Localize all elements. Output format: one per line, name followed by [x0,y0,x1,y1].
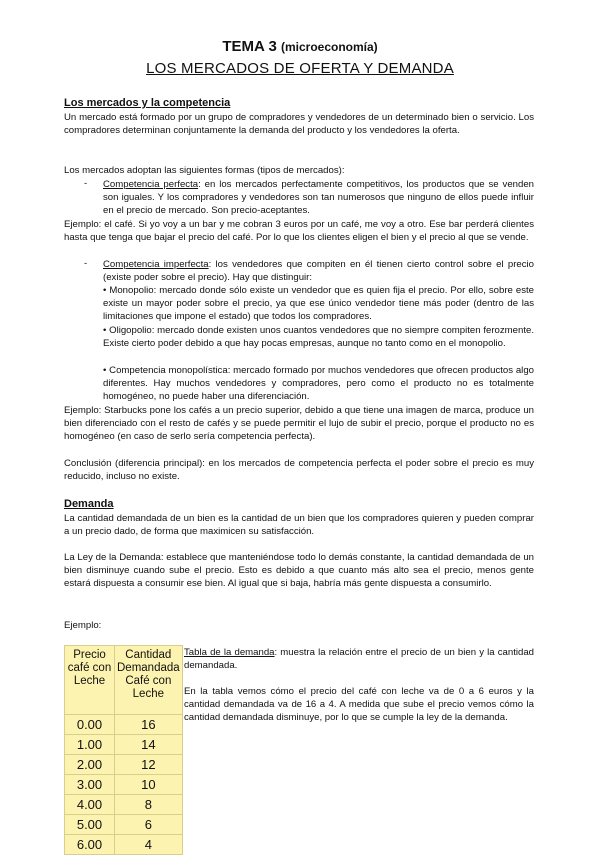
list-item-perfect-competition [103,178,534,218]
paragraph-example-starbucks: Ejemplo: Starbucks pone los cafés a un precio superior, debido a que tiene una imagen de marca, produce un bien diferenciado con el resto de cafés y se puede permitir el lujo de subir el precio, porque el producto no es homogéneo (en caso de serlo sería competencia perfecta). [64,405,534,443]
price-cell: 3.00 [65,775,115,795]
paragraph-demand-law: La Ley de la Demanda: establece que manteniéndose todo lo demás constante, la cantidad demandada de un bien disminuye cuando sube el precio. Esto es debido a que cuanto más alto sea el precio, menos gente estará dispuesta a consumir ese bien. Al igual que si baja, habría más gente dispuesta a consumirlo. [64,552,534,590]
text-demand-table: : muestra la relación entre el precio de un bien y la cantidad demandada. [184,647,535,672]
example-label: Ejemplo: [64,620,102,631]
list-item-imperfect-competition [103,258,534,284]
term-demand-table: Tabla de la demanda [184,647,275,658]
table-row [65,755,183,775]
term-imperfect: Competencia imperfecta [103,259,209,270]
quantity-cell: 10 [115,775,183,795]
text-imperfect: : los vendedores que compiten en él tienen cierto control sobre el precio (existe poder sobre el precio). Hay que distinguir: [103,259,534,284]
column-header-price: Precio café con Leche [65,646,115,715]
bullet-dash: - [84,258,88,269]
term-perfect: Competencia perfecta [103,179,199,190]
quantity-cell: 16 [115,715,183,735]
demand-table [64,645,183,855]
paragraph-example-cafe: Ejemplo: el café. Si yo voy a un bar y me cobran 3 euros por un café, me voy a otro. Ese bar perderá clientes hasta que tenga que bajar el precio del café. Por lo que los clientes eligen el bien y el precio al que se vende. [64,219,534,244]
price-cell: 2.00 [65,755,115,775]
table-row [65,795,183,815]
section-heading-mercados: Los mercados y la competencia [64,97,231,109]
paragraph-monopolistica: • Competencia monopolística: mercado formado por muchos vendedores que ofrecen productos algo diferentes. Hay muchos vendedores y compradores, pero como el producto no es totalmente homogéneo, no puede haber una diferenciación. [103,365,534,403]
price-cell: 1.00 [65,735,115,755]
price-cell: 6.00 [65,835,115,855]
bullet-dash: - [84,178,88,189]
quantity-cell: 8 [115,795,183,815]
paragraph-monopolio: • Monopolio: mercado donde sólo existe un vendedor que es quien fija el precio. Por ello, sobre este existe un mayor poder sobre el precio, ya que ese único vendedor tiene más poder (dentro de las limitaciones que impone el estado) que todos los compradores. [103,285,534,323]
paragraph-demand-definition: La cantidad demandada de un bien es la cantidad de un bien que los compradores quieren y pueden comprar a un precio dado, de forma que maximicen su satisfacción. [64,513,534,538]
quantity-cell: 14 [115,735,183,755]
price-cell: 4.00 [65,795,115,815]
page-title [0,38,600,55]
section-heading-demanda: Demanda [64,498,114,510]
quantity-cell: 6 [115,815,183,835]
table-description [184,646,534,672]
table-row [65,715,183,735]
table-row [65,815,183,835]
paragraph-oligopolio: • Oligopolio: mercado donde existen unos cuantos vendedores que no siempre compiten ferozmente. Existe cierto poder debido a que hay pocas empresas, aunque no tanto como en el monopolio. [103,325,534,350]
quantity-cell: 12 [115,755,183,775]
paragraph-intro: Un mercado está formado por un grupo de compradores y vendedores de un determinado bien o servicio. Los compradores determinan conjuntamente la demanda del producto y los vendedores la oferta. [64,112,534,137]
title-main: TEMA 3 [222,38,277,55]
text-perfect: : en los mercados perfectamente competitivos, los productos que se venden son iguales. Y los compradores y vendedores son tan numerosos que ninguno de ellos puede influir en el precio de mercado. Son precio-aceptantes. [103,179,535,217]
table-row [65,835,183,855]
table-header-row [65,646,183,715]
price-cell: 5.00 [65,815,115,835]
paragraph-conclusion: Conclusión (diferencia principal): en los mercados de competencia perfecta el poder sobre el precio es muy reducido, incluso no existe. [64,458,534,483]
price-cell: 0.00 [65,715,115,735]
paragraph-forms-intro: Los mercados adoptan las siguientes formas (tipos de mercados): [64,165,345,176]
title-sub: (microeconomía) [280,40,378,54]
table-row [65,735,183,755]
table-explanation: En la tabla vemos cómo el precio del café con leche va de 0 a 6 euros y la cantidad demandada va de 16 a 4. A medida que sube el precio vemos cómo la cantidad demandada disminuye, por lo que se cumple la ley de la demanda. [184,686,534,724]
column-header-quantity: Cantidad Demandada Café con Leche [115,646,183,715]
page-subtitle: LOS MERCADOS DE OFERTA Y DEMANDA [146,60,454,77]
quantity-cell: 4 [115,835,183,855]
table-row [65,775,183,795]
